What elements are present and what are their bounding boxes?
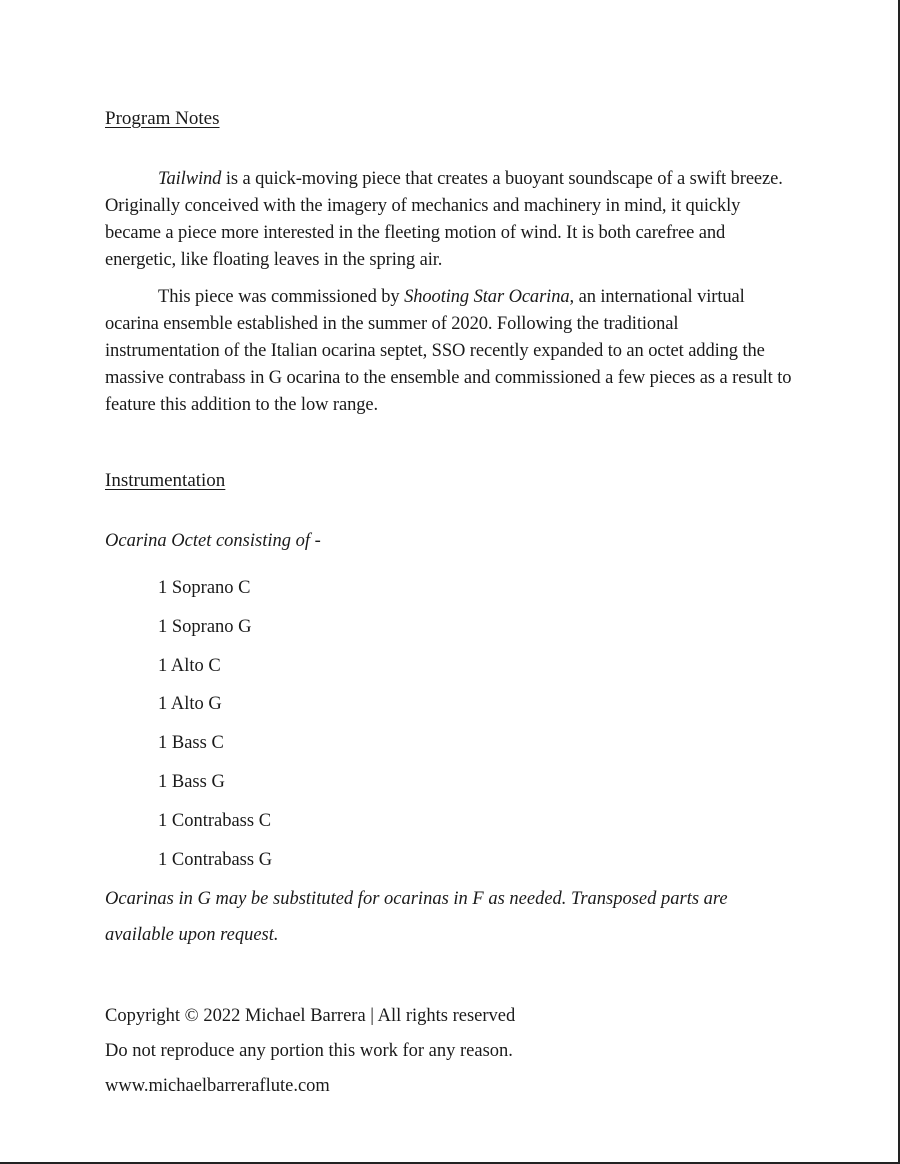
list-item: 1 Alto C	[158, 655, 221, 676]
list-item: 1 Soprano G	[158, 616, 252, 637]
program-notes-heading: Program Notes	[105, 108, 220, 129]
list-item: 1 Bass C	[158, 733, 224, 754]
footer	[105, 999, 795, 1104]
instrumentation-heading: Instrumentation	[105, 470, 226, 491]
paragraph-1-text: is a quick-moving piece that creates a buoyant soundscape of a swift breeze. Originally conceived with the imagery of mechanics and machinery in mind, it quickly became a piece more interested in the fleeting motion of wind. It is both carefree and energetic, like floating leaves in the spring air.	[105, 169, 783, 270]
program-notes-paragraph-1	[105, 166, 795, 274]
ensemble-name: Shooting Star Ocarina	[404, 287, 570, 307]
paragraph-2-after: , an international virtual ocarina ensemble established in the summer of 2020. Following the traditional instrumentation of the Italian ocarina septet, SSO recently expanded to an octet adding the massive contrabass in G ocarina to the ensemble and commissioned a few pieces as a result to feature this addition to the low range.	[105, 287, 792, 415]
instrument-list	[105, 575, 795, 873]
page-content	[105, 106, 795, 1104]
instrumentation-lead: Ocarina Octet consisting of -	[105, 531, 321, 551]
paragraph-2-before: This piece was commissioned by	[158, 287, 405, 307]
substitution-note: Ocarinas in G may be substituted for ocarinas in F as needed. Transposed parts are available upon request.	[105, 889, 728, 946]
program-notes-paragraph-2	[105, 284, 795, 419]
website-link[interactable]: www.michaelbarreraflute.com	[105, 1076, 330, 1097]
copyright-text: Copyright © 2022 Michael Barrera | All rights reserved	[105, 1006, 516, 1027]
piece-title: Tailwind	[158, 169, 222, 189]
list-item: 1 Contrabass G	[158, 849, 273, 870]
list-item: 1 Bass G	[158, 771, 225, 792]
list-item: 1 Contrabass C	[158, 810, 272, 831]
reproduction-notice: Do not reproduce any portion this work for any reason.	[105, 1041, 513, 1062]
list-item: 1 Soprano C	[158, 578, 251, 598]
list-item: 1 Alto G	[158, 694, 222, 715]
